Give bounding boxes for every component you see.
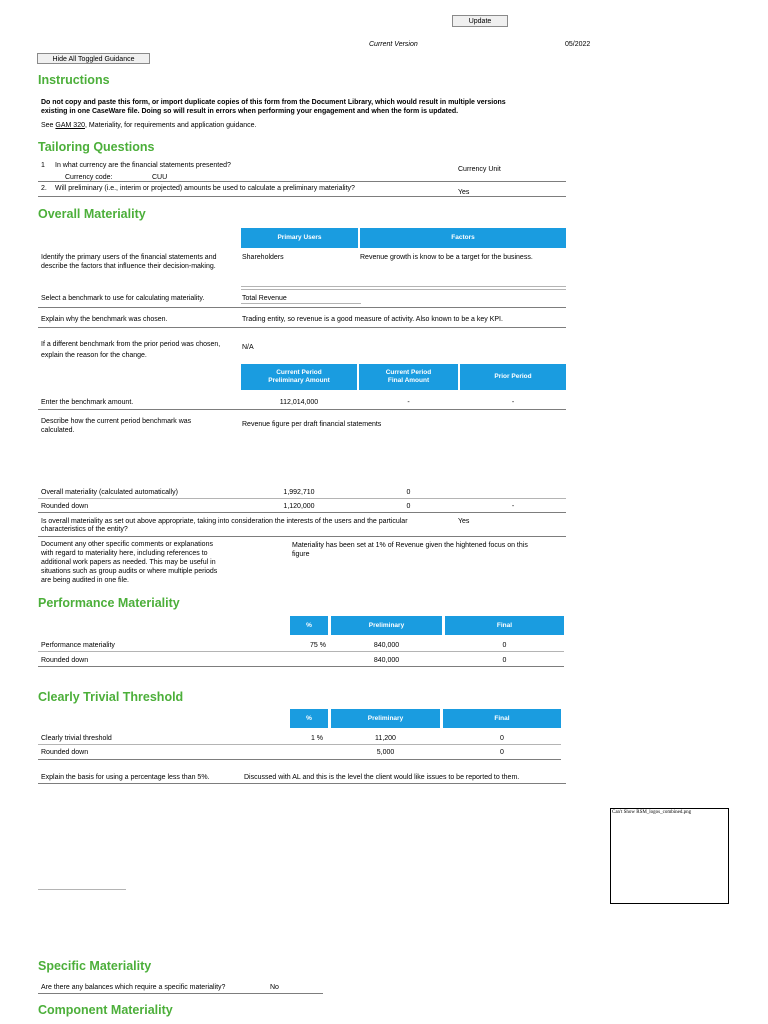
diff-prompt-line2: explain the reason for the change. (41, 352, 147, 359)
describe-prompt-line1: Describe how the current period benchmark was (41, 418, 192, 425)
rsm-logo-placeholder: Can't Show RSM_logos_combined.png (610, 808, 729, 904)
q2-number: 2. (41, 185, 47, 192)
col-current-prelim-line1: Current Period (276, 369, 322, 376)
current-version-label: Current Version (369, 41, 418, 48)
q1-number: 1 (41, 162, 45, 169)
calc-final: 0 (406, 489, 411, 496)
trivial-title: Clearly Trivial Threshold (38, 690, 184, 704)
version-date: 05/2022 (565, 41, 591, 48)
why-prompt: Explain why the benchmark was chosen. (41, 316, 168, 323)
perf-row2-final: 0 (502, 657, 507, 664)
q2-text: Will preliminary (i.e., interim or projected) amounts be used to calculate a preliminary materiality? (55, 185, 355, 192)
perf-row1-pct[interactable]: 75 % (310, 642, 326, 649)
perf-row1-label: Performance materiality (41, 642, 115, 649)
rounded-prelim: 1,120,000 (283, 503, 315, 510)
triv-col-prelim: Preliminary (331, 709, 440, 728)
describe-prompt-line2: calculated. (41, 427, 75, 434)
diff-answer[interactable]: N/A (242, 344, 254, 351)
appropriate-line2: characteristics of the entity? (41, 526, 128, 533)
calc-label: Overall materiality (calculated automatically) (41, 489, 178, 496)
rounded-label: Rounded down (41, 503, 89, 510)
update-button[interactable]: Update (452, 15, 508, 27)
perf-row2-label: Rounded down (41, 657, 89, 664)
see-text: See (41, 122, 54, 129)
perf-col-final: Final (445, 616, 564, 635)
perf-row1-final: 0 (502, 642, 507, 649)
diff-prompt-line1: If a different benchmark from the prior period was chosen, (41, 341, 221, 348)
perf-row2-prelim: 840,000 (373, 657, 400, 664)
overall-title: Overall Materiality (38, 207, 146, 221)
triv-row2-label: Rounded down (41, 749, 89, 756)
triv-col-final: Final (443, 709, 561, 728)
triv-row1-pct[interactable]: 1 % (310, 735, 323, 742)
users-prompt-line2: describe the factors that influence their decision-making. (41, 263, 216, 270)
factor-value[interactable]: Revenue growth is know to be a target for the business. (360, 254, 533, 261)
col-current-final-line2: Final Amount (387, 377, 430, 384)
amount-prelim[interactable]: 112,014,000 (279, 399, 319, 406)
perf-col-pct: % (290, 616, 328, 635)
col-current-final (359, 364, 458, 390)
currency-code-value[interactable]: CUU (152, 174, 168, 181)
perf-row1-prelim: 840,000 (373, 642, 400, 649)
tailoring-title: Tailoring Questions (38, 140, 155, 154)
perf-col-prelim: Preliminary (331, 616, 442, 635)
appropriate-answer[interactable]: Yes (458, 518, 470, 525)
rounded-final: 0 (406, 503, 411, 510)
specific-title: Specific Materiality (38, 959, 152, 973)
appropriate-line1: Is overall materiality as set out above appropriate, taking into consideration the interests of the users and the particular (41, 518, 408, 525)
specific-answer[interactable]: No (270, 984, 279, 991)
document-prompt-line5: are being audited in one file. (41, 577, 129, 584)
q1-text: In what currency are the financial statements presented? (55, 162, 231, 169)
triv-col-pct: % (290, 709, 328, 728)
col-current-prelim-line2: Preliminary Amount (268, 377, 330, 384)
document-prompt-line1: Document any other specific comments or explanations (41, 541, 213, 548)
triv-row1-final: 0 (500, 735, 504, 742)
instructions-see-line (41, 121, 256, 130)
performance-title: Performance Materiality (38, 596, 180, 610)
col-current-prelim (241, 364, 357, 390)
triv-row1-label: Clearly trivial threshold (41, 735, 112, 742)
document-prompt-line3: additional work papers as needed. This may be useful in (41, 559, 216, 566)
col-prior-period: Prior Period (460, 364, 566, 390)
document-prompt-line4: situations such as group audits or where multiple periods (41, 568, 218, 575)
instructions-warning-line1: Do not copy and paste this form, or import duplicate copies of this form from the Document Library, which would result in multiple versions (41, 99, 506, 106)
primary-user-value[interactable]: Shareholders (242, 254, 284, 261)
triv-row2-final: 0 (500, 749, 504, 756)
col-primary-users: Primary Users (241, 228, 358, 248)
triv-row1-prelim: 11,200 (375, 735, 396, 742)
instructions-title: Instructions (38, 73, 110, 87)
hide-guidance-button[interactable]: Hide All Toggled Guidance (37, 53, 150, 64)
instructions-warning-line2: existing in one CaseWare file. Doing so will result in errors when performing your engagement and when the form is updated. (41, 108, 459, 115)
document-answer-line2[interactable]: figure (292, 551, 310, 558)
triv-row2-prelim: 5,000 (376, 749, 395, 756)
enter-amount-prompt: Enter the benchmark amount. (41, 399, 134, 406)
rounded-prior: - (511, 503, 515, 510)
benchmark-value[interactable]: Total Revenue (242, 295, 287, 302)
describe-answer[interactable]: Revenue figure per draft financial statements (242, 421, 382, 428)
why-answer[interactable]: Trading entity, so revenue is a good measure of activity. Also known to be a key KPI. (242, 316, 503, 323)
amount-final[interactable]: - (407, 399, 410, 406)
specific-question: Are there any balances which require a specific materiality? (41, 984, 226, 991)
document-prompt-line2: with regard to materiality here, including references to (41, 550, 208, 557)
explain-answer[interactable]: Discussed with AL and this is the level the client would like issues to be reported to them. (244, 774, 520, 781)
q2-answer[interactable]: Yes (458, 189, 470, 196)
explain-prompt: Explain the basis for using a percentage less than 5%. (41, 774, 210, 781)
users-prompt-line1: Identify the primary users of the financial statements and (41, 254, 217, 261)
q1-answer-label: Currency Unit (458, 166, 501, 173)
amount-prior[interactable]: - (511, 399, 515, 406)
gam-320-link[interactable]: GAM 320 (55, 122, 85, 129)
col-factors: Factors (360, 228, 566, 248)
currency-code-label: Currency code: (65, 174, 113, 181)
component-title: Component Materiality (38, 1003, 173, 1017)
col-current-final-line1: Current Period (385, 369, 432, 376)
benchmark-prompt: Select a benchmark to use for calculating materiality. (41, 295, 205, 302)
document-answer-line1[interactable]: Materiality has been set at 1% of Revenue given the hightened focus on this (292, 542, 528, 549)
see-rest-text: , Materiality, for requirements and application guidance. (85, 122, 257, 129)
calc-prelim: 1,992,710 (283, 489, 315, 496)
